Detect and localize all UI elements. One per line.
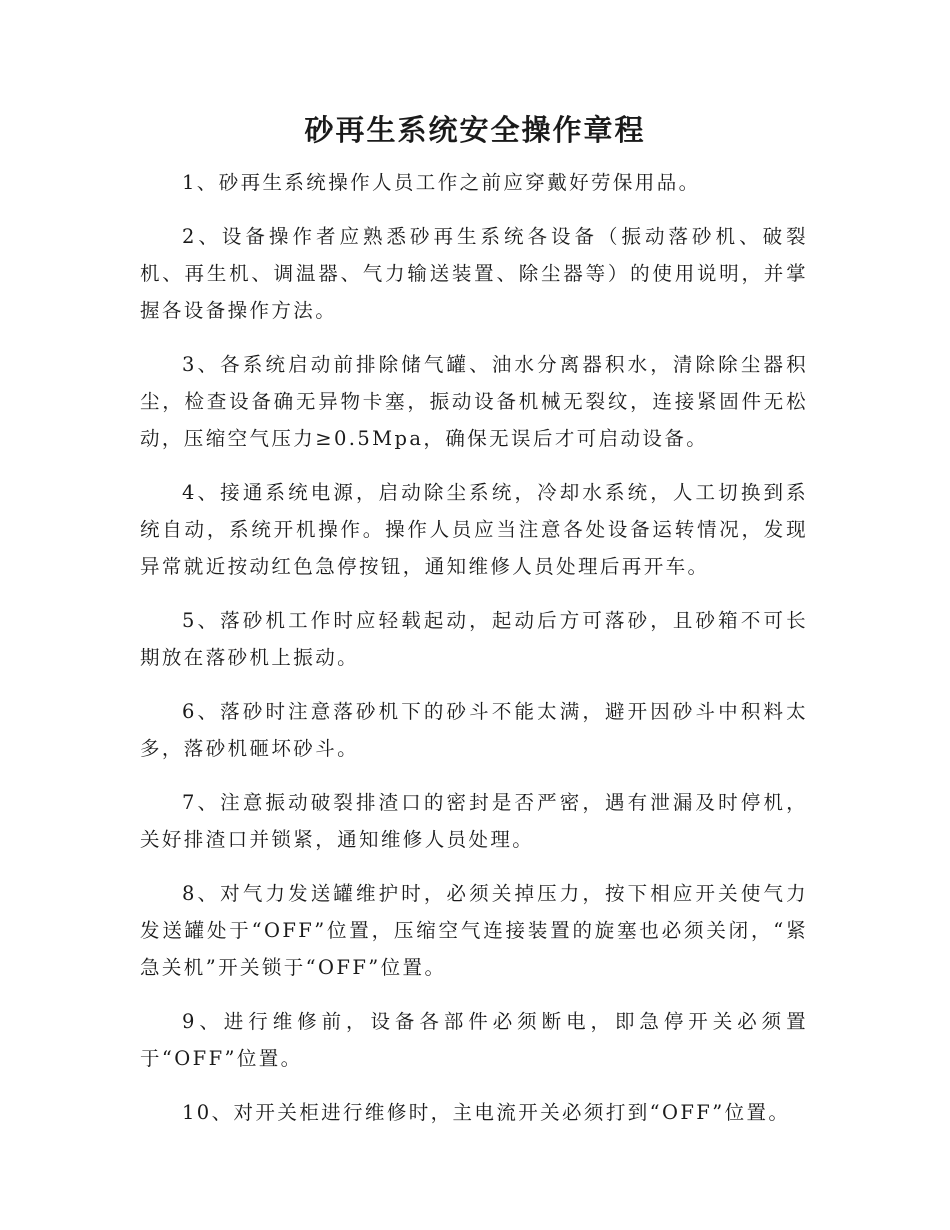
paragraph-3: 3、各系统启动前排除储气罐、油水分离器积水，清除除尘器积尘，检查设备确无异物卡塞，振动设备机械无裂纹，连接紧固件无松动，压缩空气压力≥0.5Mpa，确保无误后才可启动设备。 <box>140 353 808 450</box>
paragraph-2: 2、设备操作者应熟悉砂再生系统各设备（振动落砂机、破裂机、再生机、调温器、气力输送装置、除尘器等）的使用说明，并掌握各设备操作方法。 <box>140 225 808 322</box>
paragraph-8: 8、对气力发送罐维护时，必须关掉压力，按下相应开关使气力发送罐处于“OFF”位置，压缩空气连接装置的旋塞也必须关闭，“紧急关机”开关锁于“OFF”位置。 <box>140 882 808 979</box>
paragraph-5: 5、落砂机工作时应轻载起动，起动后方可落砂，且砂箱不可长期放在落砂机上振动。 <box>140 609 808 669</box>
paragraph-6: 6、落砂时注意落砂机下的砂斗不能太满，避开因砂斗中积料太多，落砂机砸坏砂斗。 <box>140 700 808 760</box>
paragraph-7: 7、注意振动破裂排渣口的密封是否严密，遇有泄漏及时停机，关好排渣口并锁紧，通知维修人员处理。 <box>140 791 808 851</box>
paragraph-4: 4、接通系统电源，启动除尘系统，冷却水系统，人工切换到系统自动，系统开机操作。操作人员应当注意各处设备运转情况，发现异常就近按动红色急停按钮，通知维修人员处理后再开车。 <box>140 481 808 578</box>
paragraph-9: 9、进行维修前，设备各部件必须断电，即急停开关必须置于“OFF”位置。 <box>140 1010 808 1070</box>
document-body <box>140 164 808 1148</box>
paragraph-1: 1、砂再生系统操作人员工作之前应穿戴好劳保用品。 <box>182 171 701 194</box>
paragraph-10: 10、对开关柜进行维修时，主电流开关必须打到“OFF”位置。 <box>182 1101 791 1124</box>
document-title: 砂再生系统安全操作章程 <box>304 113 646 147</box>
